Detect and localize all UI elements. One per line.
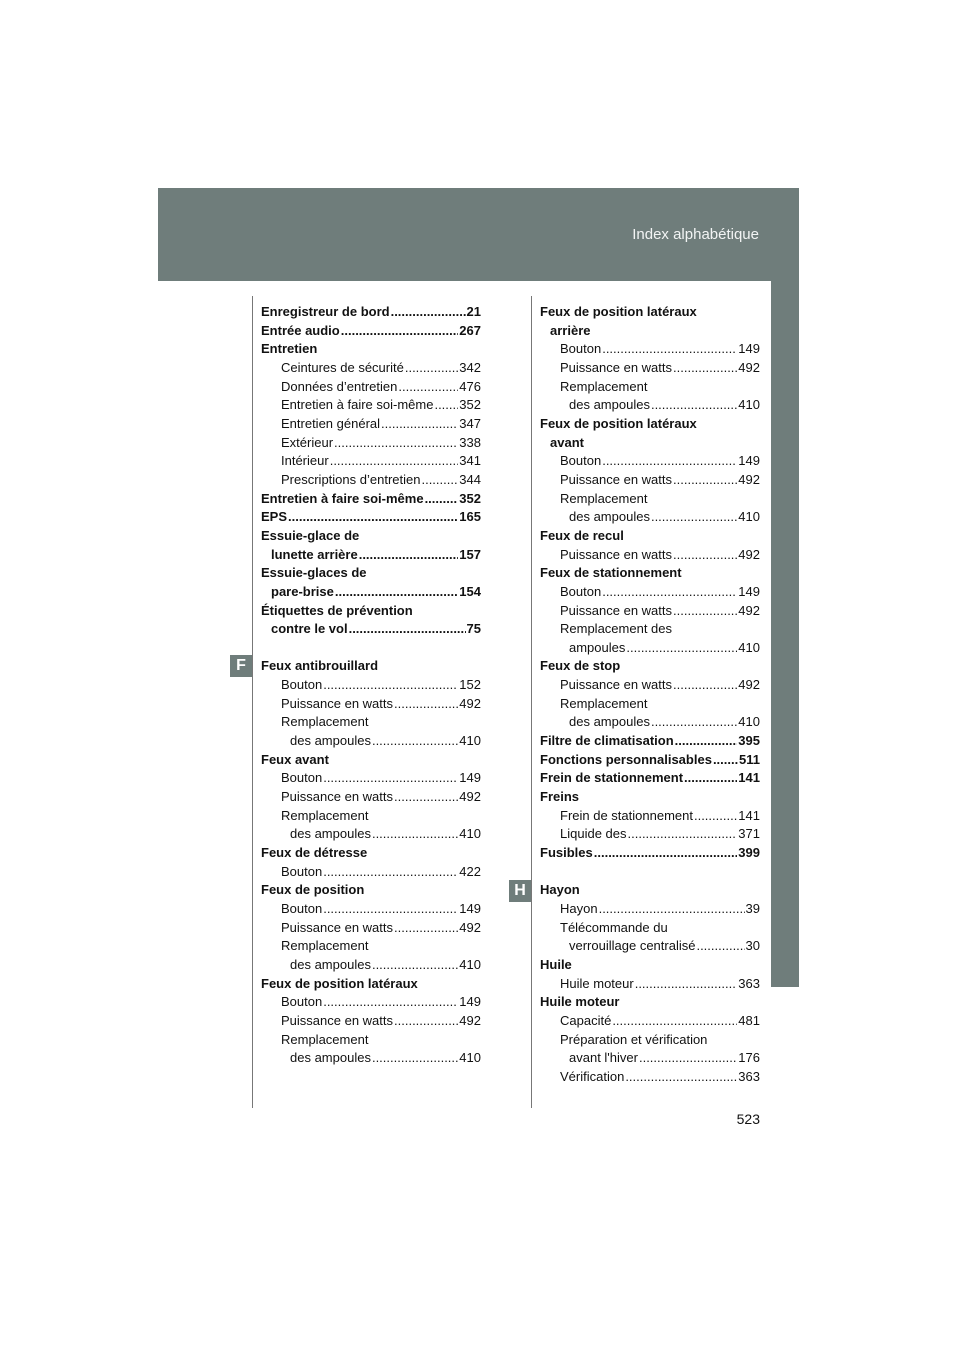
index-term: Feux de position latéraux: [540, 415, 697, 431]
index-page-ref: 363: [738, 1068, 760, 1084]
index-subentry: [540, 452, 760, 471]
index-page-ref: 422: [459, 863, 481, 879]
index-term: Essuie-glaces de: [261, 565, 367, 581]
index-term: Puissance en watts: [560, 471, 673, 487]
index-page-ref: 149: [738, 583, 760, 599]
index-subentry: [261, 788, 481, 807]
index-page-ref: 492: [459, 789, 481, 805]
index-term: Huile: [540, 956, 572, 972]
dot-leader: [628, 825, 738, 844]
dot-leader: [394, 1012, 458, 1031]
index-heading: [540, 993, 760, 1012]
dot-leader: [372, 956, 458, 975]
dot-leader: [394, 695, 458, 714]
index-term: Puissance en watts: [560, 359, 673, 375]
index-subentry: [540, 639, 760, 658]
dot-leader: [434, 396, 458, 415]
index-subentry: [261, 937, 481, 956]
index-page-ref: 149: [738, 453, 760, 469]
index-subentry: [540, 975, 760, 994]
dot-leader: [323, 900, 458, 919]
dot-leader: [675, 732, 738, 751]
index-subentry: [261, 1049, 481, 1068]
dot-leader: [323, 863, 458, 882]
column-divider-right: [531, 296, 532, 1108]
index-subentry: [540, 1012, 760, 1031]
index-heading: [261, 751, 481, 770]
index-subentry: [540, 676, 760, 695]
index-heading: [261, 602, 481, 621]
index-subentry: [540, 695, 760, 714]
index-page-ref: 492: [738, 546, 760, 562]
index-term: Hayon: [560, 900, 598, 916]
dot-leader: [639, 1049, 737, 1068]
index-subentry: [540, 490, 760, 509]
index-term: Essuie-glace de: [261, 527, 360, 543]
index-term: des ampoules: [290, 956, 371, 972]
index-term: ampoules: [569, 639, 626, 655]
index-term: lunette arrière: [271, 546, 358, 562]
index-term: arrière: [550, 322, 591, 338]
index-term: Préparation et vérification: [560, 1031, 708, 1047]
index-term: Remplacement: [560, 695, 648, 711]
index-heading: [261, 620, 481, 639]
index-heading: [261, 322, 481, 341]
index-term: Huile moteur: [540, 994, 620, 1010]
index-page-ref: 410: [738, 509, 760, 525]
index-subentry: [261, 396, 481, 415]
dot-leader: [599, 900, 745, 919]
index-subentry: [540, 359, 760, 378]
dot-leader: [612, 1012, 737, 1031]
dot-leader: [381, 415, 458, 434]
index-term: Télécommande du: [560, 919, 668, 935]
index-heading: [261, 881, 481, 900]
index-spacer: [261, 639, 481, 658]
index-term: Remplacement: [560, 490, 648, 506]
index-term: Remplacement: [560, 378, 648, 394]
index-term: Feux de stationnement: [540, 565, 682, 581]
index-subentry: [540, 807, 760, 826]
index-page-ref: 410: [738, 397, 760, 413]
index-term: Remplacement: [281, 938, 369, 954]
index-subentry: [540, 937, 760, 956]
index-heading: [540, 956, 760, 975]
dot-leader: [323, 769, 458, 788]
index-heading: [261, 844, 481, 863]
index-term: des ampoules: [290, 826, 371, 842]
index-page-ref: 176: [738, 1050, 760, 1066]
dot-leader: [673, 602, 737, 621]
index-subentry: [261, 807, 481, 826]
index-page-ref: 141: [738, 807, 760, 823]
index-heading: [261, 508, 481, 527]
index-term: Puissance en watts: [560, 602, 673, 618]
index-heading: [261, 303, 481, 322]
index-page-ref: 165: [459, 509, 481, 525]
index-heading: [540, 769, 760, 788]
header-band: [158, 188, 799, 281]
index-term: Liquide des: [560, 826, 627, 842]
dot-leader: [651, 713, 737, 732]
index-heading: [540, 788, 760, 807]
index-subentry: [540, 620, 760, 639]
dot-leader: [334, 434, 458, 453]
index-subentry: [540, 546, 760, 565]
index-term: Filtre de climatisation: [540, 733, 674, 749]
index-page-ref: 371: [738, 826, 760, 842]
index-term: Bouton: [281, 863, 323, 879]
index-subentry: [540, 713, 760, 732]
index-page-ref: 395: [738, 733, 760, 749]
index-page-ref: 492: [459, 919, 481, 935]
index-term: Entretien à faire soi-même: [261, 490, 424, 506]
index-page-ref: 352: [459, 490, 481, 506]
dot-leader: [421, 471, 458, 490]
index-term: des ampoules: [290, 1050, 371, 1066]
index-term: Bouton: [560, 341, 602, 357]
index-subentry: [261, 732, 481, 751]
dot-leader: [684, 769, 737, 788]
dot-leader: [602, 583, 737, 602]
index-subentry: [540, 602, 760, 621]
index-term: Frein de stationnement: [540, 770, 684, 786]
index-term: Feux de position latéraux: [540, 304, 697, 319]
index-page-ref: 363: [738, 975, 760, 991]
index-term: des ampoules: [290, 733, 371, 749]
index-term: Entretien général: [281, 415, 381, 431]
index-heading: [540, 303, 760, 322]
index-page-ref: 492: [738, 602, 760, 618]
dot-leader: [394, 788, 458, 807]
index-term: contre le vol: [271, 621, 348, 637]
index-term: avant: [550, 434, 584, 450]
index-subentry: [261, 378, 481, 397]
index-term: Freins: [540, 789, 580, 805]
index-term: Puissance en watts: [281, 919, 394, 935]
index-page-ref: 492: [738, 359, 760, 375]
index-page-ref: 154: [459, 583, 481, 599]
index-subentry: [261, 452, 481, 471]
index-heading: [261, 546, 481, 565]
dot-leader: [713, 751, 738, 770]
index-term: Bouton: [281, 770, 323, 786]
index-heading: [261, 527, 481, 546]
index-term: Capacité: [560, 1012, 612, 1028]
index-term: Feux de position latéraux: [261, 975, 418, 991]
dot-leader: [330, 452, 459, 471]
index-page-ref: 21: [466, 304, 481, 319]
dot-leader: [372, 1049, 458, 1068]
index-subentry: [261, 415, 481, 434]
index-heading: [261, 975, 481, 994]
index-term: Extérieur: [281, 434, 334, 450]
index-page-ref: 476: [459, 378, 481, 394]
index-heading: [261, 340, 481, 359]
index-heading: [540, 322, 760, 341]
index-subentry: [261, 956, 481, 975]
index-page-ref: 410: [459, 1050, 481, 1066]
index-subentry: [540, 1049, 760, 1068]
section-letter-h: H: [509, 880, 531, 902]
index-page-ref: 157: [459, 546, 481, 562]
dot-leader: [626, 639, 737, 658]
index-column-right: [540, 303, 760, 1087]
index-term: Puissance en watts: [281, 695, 394, 711]
index-term: Huile moteur: [560, 975, 634, 991]
index-heading: [540, 434, 760, 453]
dot-leader: [341, 322, 459, 341]
index-page-ref: 39: [745, 900, 760, 916]
index-page-ref: 267: [459, 322, 481, 338]
index-column-left: [261, 303, 481, 1068]
dot-leader: [673, 546, 737, 565]
index-term: Feux de détresse: [261, 845, 368, 861]
index-page-ref: 149: [459, 770, 481, 786]
index-page-ref: 410: [459, 956, 481, 972]
index-term: des ampoules: [569, 714, 650, 730]
index-term: Données d’entretien: [281, 378, 398, 394]
dot-leader: [602, 340, 737, 359]
index-page-ref: 352: [459, 397, 481, 413]
index-term: Frein de stationnement: [560, 807, 693, 823]
index-term: Fusibles: [540, 845, 593, 861]
dot-leader: [391, 303, 466, 322]
index-page-ref: 492: [459, 695, 481, 711]
index-term: verrouillage centralisé: [569, 938, 696, 954]
index-subentry: [261, 713, 481, 732]
index-subentry: [540, 583, 760, 602]
dot-leader: [696, 937, 744, 956]
index-heading: [261, 490, 481, 509]
index-term: Étiquettes de prévention: [261, 602, 413, 618]
index-subentry: [261, 900, 481, 919]
dot-leader: [405, 359, 458, 378]
index-page-ref: 149: [738, 341, 760, 357]
index-term: Puissance en watts: [281, 1012, 394, 1028]
index-page-ref: 511: [739, 751, 760, 767]
index-subentry: [540, 471, 760, 490]
dot-leader: [694, 807, 737, 826]
index-term: Feux de recul: [540, 527, 624, 543]
index-page-ref: 410: [738, 639, 760, 655]
dot-leader: [398, 378, 458, 397]
dot-leader: [372, 732, 458, 751]
index-page-ref: 149: [459, 900, 481, 916]
index-term: Entrée audio: [261, 322, 340, 338]
dot-leader: [323, 676, 458, 695]
index-heading: [540, 657, 760, 676]
index-subentry: [540, 825, 760, 844]
index-heading: [540, 732, 760, 751]
dot-leader: [673, 359, 737, 378]
dot-leader: [651, 508, 737, 527]
header-title: Index alphabétique: [632, 226, 759, 243]
dot-leader: [425, 490, 459, 509]
index-term: des ampoules: [569, 397, 650, 413]
index-term: EPS: [261, 509, 288, 525]
index-heading: [540, 527, 760, 546]
index-term: Entretien: [261, 341, 318, 357]
index-subentry: [261, 919, 481, 938]
index-term: des ampoules: [569, 509, 650, 525]
index-page-ref: 342: [459, 359, 481, 375]
index-term: Prescriptions d’entretien: [281, 471, 421, 487]
index-heading: [261, 564, 481, 583]
index-term: Entretien à faire soi-même: [281, 397, 434, 413]
chapter-side-tab: [771, 281, 799, 987]
dot-leader: [335, 583, 458, 602]
dot-leader: [394, 919, 458, 938]
index-term: Enregistreur de bord: [261, 304, 390, 319]
index-subentry: [540, 508, 760, 527]
index-subentry: [540, 340, 760, 359]
dot-leader: [635, 975, 738, 994]
dot-leader: [359, 546, 459, 565]
index-subentry: [261, 769, 481, 788]
index-term: Bouton: [281, 900, 323, 916]
index-page-ref: 492: [738, 677, 760, 693]
column-divider-left: [252, 296, 253, 1108]
index-term: Remplacement des: [560, 621, 672, 637]
index-term: Puissance en watts: [560, 546, 673, 562]
index-page-ref: 338: [459, 434, 481, 450]
index-term: Vérification: [560, 1068, 625, 1084]
index-heading: [540, 564, 760, 583]
dot-leader: [372, 825, 458, 844]
index-page-ref: 149: [459, 994, 481, 1010]
dot-leader: [594, 844, 738, 863]
index-page-ref: 492: [738, 471, 760, 487]
index-heading: [540, 751, 760, 770]
index-page-ref: 410: [459, 826, 481, 842]
index-subentry: [540, 1068, 760, 1087]
dot-leader: [288, 508, 458, 527]
index-subentry: [261, 863, 481, 882]
index-subentry: [261, 1012, 481, 1031]
index-term: Remplacement: [281, 714, 369, 730]
dot-leader: [602, 452, 737, 471]
index-term: Intérieur: [281, 453, 329, 469]
index-subentry: [261, 695, 481, 714]
dot-leader: [625, 1068, 737, 1087]
index-page-ref: 410: [459, 733, 481, 749]
index-page-ref: 492: [459, 1012, 481, 1028]
index-term: Remplacement: [281, 1031, 369, 1047]
index-subentry: [261, 993, 481, 1012]
index-heading: [540, 844, 760, 863]
index-heading: [540, 415, 760, 434]
index-heading: [261, 583, 481, 602]
index-term: Hayon: [540, 882, 580, 898]
index-subentry: [261, 676, 481, 695]
index-term: Puissance en watts: [560, 677, 673, 693]
dot-leader: [673, 676, 737, 695]
index-page-ref: 344: [459, 471, 481, 487]
index-term: Bouton: [281, 994, 323, 1010]
page-number: 523: [736, 1111, 760, 1127]
index-term: Feux avant: [261, 751, 329, 767]
index-spacer: [540, 863, 760, 882]
index-term: Ceintures de sécurité: [281, 359, 404, 375]
index-term: Bouton: [560, 583, 602, 599]
index-subentry: [261, 1031, 481, 1050]
index-subentry: [540, 1031, 760, 1050]
index-term: Feux de position: [261, 882, 365, 898]
index-subentry: [540, 900, 760, 919]
index-page-ref: 347: [459, 415, 481, 431]
index-page-ref: 141: [738, 770, 760, 786]
index-subentry: [540, 919, 760, 938]
index-page-ref: 399: [738, 845, 760, 861]
dot-leader: [323, 993, 458, 1012]
index-term: pare-brise: [271, 583, 334, 599]
index-subentry: [261, 471, 481, 490]
index-subentry: [540, 378, 760, 397]
index-subentry: [261, 825, 481, 844]
index-page-ref: 152: [459, 677, 481, 693]
index-page-ref: 75: [466, 621, 481, 637]
index-heading: [261, 657, 481, 676]
index-page-ref: 30: [745, 938, 760, 954]
index-page-ref: 481: [738, 1012, 760, 1028]
index-term: avant l'hiver: [569, 1050, 638, 1066]
index-term: Remplacement: [281, 807, 369, 823]
index-term: Puissance en watts: [281, 789, 394, 805]
index-term: Bouton: [281, 677, 323, 693]
dot-leader: [673, 471, 737, 490]
index-heading: [540, 881, 760, 900]
index-subentry: [261, 434, 481, 453]
index-page-ref: 410: [738, 714, 760, 730]
index-term: Feux de stop: [540, 658, 621, 674]
index-term: Bouton: [560, 453, 602, 469]
dot-leader: [651, 396, 737, 415]
index-term: Feux antibrouillard: [261, 658, 379, 674]
dot-leader: [349, 620, 466, 639]
index-page-ref: 341: [459, 453, 481, 469]
index-subentry: [261, 359, 481, 378]
index-term: Fonctions personnalisables: [540, 751, 712, 767]
index-subentry: [540, 396, 760, 415]
section-letter-f: F: [230, 655, 252, 677]
